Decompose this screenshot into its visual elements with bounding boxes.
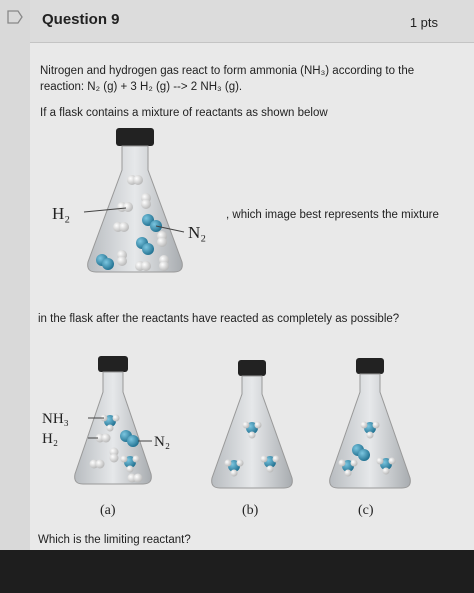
h2-molecule: [90, 460, 105, 469]
n2-label: N₂: [154, 434, 171, 450]
n2-label: N₂: [188, 223, 207, 242]
flask-stopper: [98, 356, 128, 372]
question-text-reaction: Nitrogen and hydrogen gas react to form ammonia (NH₃) according to the reaction: N₂ (g) + 3 H₂ (g) --> 2 NH₃ (g).: [40, 65, 415, 93]
flag-icon[interactable]: [7, 10, 23, 24]
flask-figures: [30, 0, 474, 550]
nh3-label: NH₃: [42, 411, 69, 427]
bottom-bar: [0, 550, 474, 593]
left-sidebar: [0, 0, 30, 550]
flask-a[interactable]: [42, 356, 170, 518]
h2-molecule: [141, 193, 151, 209]
flask-stopper: [356, 358, 384, 374]
h2-molecule: [159, 255, 169, 271]
h2-molecule: [135, 261, 151, 271]
h2-molecule: [157, 231, 167, 247]
question-text-flask: If a flask contains a mixture of reactants as shown below: [40, 107, 328, 119]
flask-c[interactable]: [330, 358, 411, 518]
h2-molecule: [113, 222, 129, 232]
h2-label: H₂: [42, 431, 59, 447]
h2-molecule: [110, 448, 119, 463]
h2-molecule: [127, 175, 143, 185]
question-text-after: in the flask after the reactants have reacted as completely as possible?: [38, 313, 400, 325]
question-card: [30, 0, 474, 550]
caption-c: (c): [358, 503, 374, 518]
flask-body: [88, 146, 183, 272]
h2-molecule: [117, 202, 133, 212]
question-text-limiting: Which is the limiting reactant?: [38, 534, 191, 546]
question-title: Question 9: [42, 11, 120, 28]
reactant-flask: [52, 128, 206, 272]
flask-stopper: [238, 360, 266, 376]
question-text-which: , which image best represents the mixture: [226, 209, 439, 221]
flask-b[interactable]: [212, 360, 293, 518]
h2-molecule: [128, 474, 143, 483]
caption-b: (b): [242, 503, 259, 518]
h2-molecule: [117, 250, 127, 266]
flask-stopper: [116, 128, 154, 146]
h2-label: H₂: [52, 204, 71, 223]
question-points: 1 pts: [409, 15, 438, 30]
caption-a: (a): [100, 503, 116, 518]
